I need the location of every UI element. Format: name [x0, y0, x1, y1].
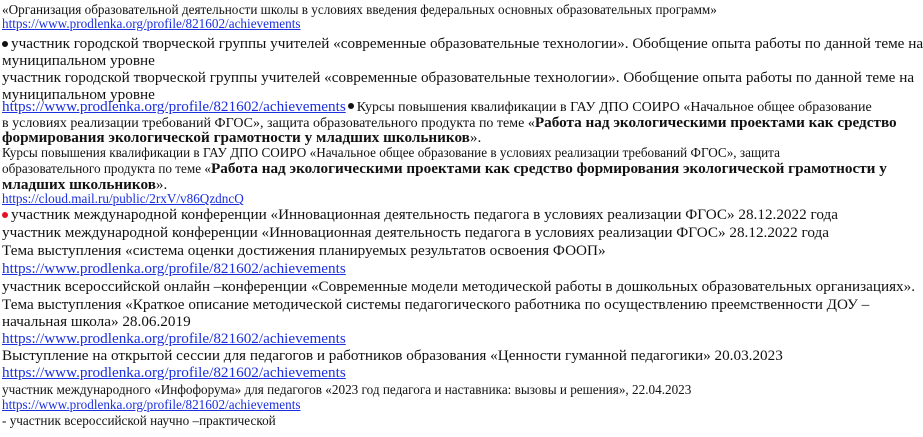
text-line: участник всероссийской онлайн –конференции «Современные модели методической работы в дошкольных образовательных организациях». — [2, 278, 916, 295]
text-line — [2, 130, 481, 145]
group-participant-line — [2, 36, 923, 51]
text-line: Выступление на открытой сессии для педагогов и работников образования «Ценности гуманной педагогики» 20.03.2023 — [2, 347, 783, 364]
achievements-link[interactable]: https://www.prodlenka.org/profile/821602/achievements — [2, 397, 301, 412]
link-course-line — [2, 99, 872, 115]
cloud-link[interactable]: https://cloud.mail.ru/public/2rxV/v86QzdncQ — [2, 191, 244, 206]
text-line: участник международного «Инфофорума» для педагогов «2023 год педагога и наставника: вызовы и решения», 22.04.2023 — [2, 382, 692, 397]
text: ». — [155, 176, 168, 193]
achievements-link[interactable]: https://www.prodlenka.org/profile/821602/achievements — [2, 98, 346, 115]
text: Курсы повышения квалификации в ГАУ ДПО СОИРО «Начальное общее образование — [356, 100, 872, 115]
conference-line — [2, 207, 838, 222]
program-title-line: «Организация образовательной деятельности школы в условиях введения федеральных основных образовательных программ» — [2, 2, 717, 17]
text-line: участник международной конференции «Инновационная деятельность педагога в условиях реализации ФГОС» 28.12.2022 года — [2, 224, 829, 241]
text: образовательного продукта по теме « — [2, 161, 212, 176]
bullet-icon — [348, 103, 354, 109]
text-line — [2, 161, 887, 177]
text: в условиях реализации требований ФГОС», защита образовательного продукта по теме « — [2, 116, 535, 131]
bold-text: формирования экологической грамотности у младших школьников — [2, 129, 470, 146]
achievements-link[interactable]: https://www.prodlenka.org/profile/821602/achievements — [2, 330, 346, 347]
text: ». — [469, 129, 482, 146]
text: участник международной конференции «Инновационная деятельность педагога в условиях реализации ФГОС» 28.12.2022 года — [11, 206, 838, 223]
bold-text: младших школьников — [2, 176, 156, 193]
achievements-link[interactable]: https://www.prodlenka.org/profile/821602/achievements — [2, 260, 346, 277]
text-line: Курсы повышения квалификации в ГАУ ДПО СОИРО «Начальное общее образование в условиях реализации требований ФГОС», защита — [2, 145, 780, 160]
bold-text: Работа над экологическими проектами как средство формирования экологической грамотности у — [211, 160, 887, 177]
text-line: муниципальном уровне — [2, 86, 155, 103]
text-line: Тема выступления «Краткое описание методической системы педагогического работника по осуществлению преемственности ДОУ – — [2, 296, 870, 313]
bullet-icon — [2, 41, 8, 47]
text-line — [2, 177, 167, 192]
achievements-link[interactable]: https://www.prodlenka.org/profile/821602/achievements — [2, 16, 301, 31]
bullet-icon — [2, 212, 8, 218]
text-line: муниципальном уровне — [2, 52, 155, 69]
bold-text: Работа над экологическими проектами как средство — [534, 114, 897, 131]
text-line: начальная школа» 28.06.2019 — [2, 313, 191, 330]
text-line: - участник всероссийской научно –практической — [2, 413, 276, 428]
text: участник городской творческой группы учителей «современные образовательные технологии». Обобщение опыта работы по данной теме на — [11, 35, 923, 52]
text-line: Тема выступления «система оценки достижения планируемых результатов освоения ФООП» — [2, 242, 606, 259]
text-line: участник городской творческой группы учителей «современные образовательные технологии». Обобщение опыта работы по данной теме на — [2, 69, 915, 86]
achievements-link[interactable]: https://www.prodlenka.org/profile/821602/achievements — [2, 364, 346, 381]
